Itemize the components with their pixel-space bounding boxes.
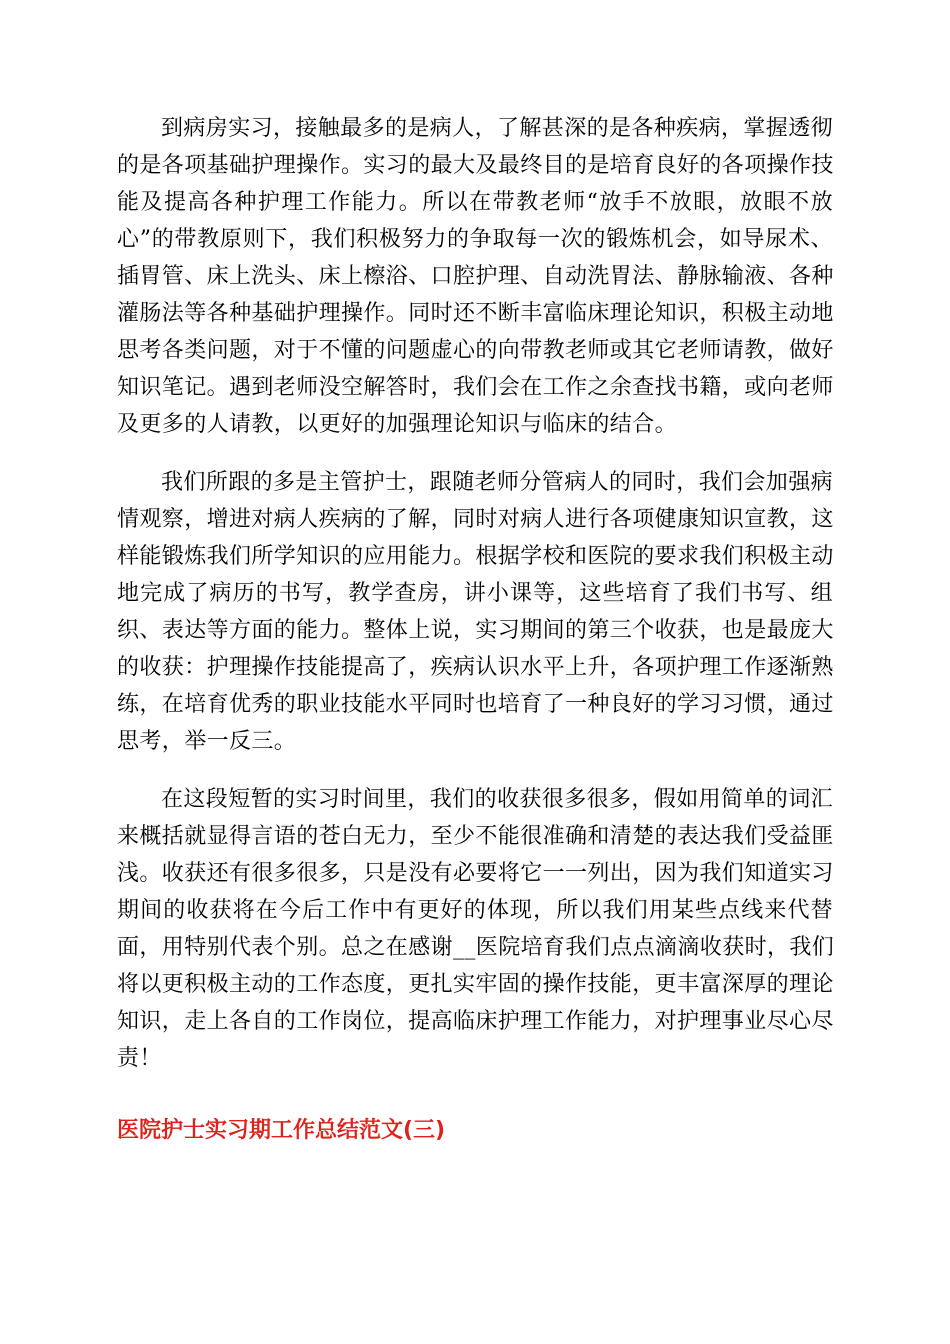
paragraph-line: 知识笔记。遇到老师没空解答时，我们会在工作之余查找书籍，或向老师 <box>117 375 834 400</box>
body-paragraph <box>117 110 833 443</box>
body-paragraph <box>117 464 833 760</box>
paragraph-line: 的是各项基础护理操作。实习的最大及最终目的是培育良好的各项操作技 <box>117 153 834 178</box>
paragraph-line: 知识，走上各自的工作岗位，提高临床护理工作能力，对护理事业尽心尽 <box>117 1009 834 1034</box>
paragraph-line: 插胃管、床上洗头、床上檫浴、口腔护理、自动洗胃法、静脉输液、各种 <box>117 264 834 289</box>
paragraph-line: 的收获：护理操作技能提高了，疾病认识水平上升，各项护理工作逐渐熟 <box>117 655 834 680</box>
paragraph-line: 将以更积极主动的工作态度，更扎实牢固的操作技能，更丰富深厚的理论 <box>117 972 834 997</box>
paragraph-line: 期间的收获将在今后工作中有更好的体现，所以我们用某些点线来代替 <box>117 898 833 923</box>
paragraph-line: 在这段短暂的实习时间里，我们的收获很多很多，假如用简单的词汇 <box>161 787 834 812</box>
paragraph-line: 浅。收获还有很多很多，只是没有必要将它一一列出，因为我们知道实习 <box>117 861 834 886</box>
paragraph-line: 来概括就显得言语的苍白无力，至少不能很准确和清楚的表达我们受益匪 <box>117 824 834 849</box>
paragraph-line: 样能锻炼我们所学知识的应用能力。根据学校和医院的要求我们积极主动 <box>117 544 834 569</box>
paragraph-line: 地完成了病历的书写，教学查房，讲小课等，这些培育了我们书写、组 <box>117 581 833 606</box>
paragraph-line: 灌肠法等各种基础护理操作。同时还不断丰富临床理论知识，积极主动地 <box>117 301 834 326</box>
paragraph-line: 织、表达等方面的能力。整体上说，实习期间的第三个收获，也是最庞大 <box>117 618 834 643</box>
paragraph-line: 责！ <box>117 1046 162 1071</box>
paragraph-line: 思考，举一反三。 <box>117 729 297 754</box>
paragraph-line: 练，在培育优秀的职业技能水平同时也培育了一种良好的学习习惯，通过 <box>117 692 834 717</box>
document-body <box>117 110 833 1098</box>
paragraph-line: 面，用特别代表个别。总之在感谢__医院培育我们点点滴滴收获时，我们 <box>117 935 835 960</box>
paragraph-line: 能及提高各种护理工作能力。所以在带教老师“放手不放眼，放眼不放 <box>117 190 833 215</box>
paragraph-line: 思考各类问题，对于不懂的问题虚心的向带教老师或其它老师请教，做好 <box>117 338 834 363</box>
paragraph-line: 我们所跟的多是主管护士，跟随老师分管病人的同时，我们会加强病 <box>161 470 834 495</box>
body-paragraph <box>117 781 833 1077</box>
section-heading: 医院护士实习期工作总结范文(三) <box>117 1118 446 1143</box>
paragraph-line: 到病房实习，接触最多的是病人，了解甚深的是各种疾病，掌握透彻 <box>161 116 834 141</box>
paragraph-line: 心”的带教原则下，我们积极努力的争取每一次的锻炼机会，如导尿术、 <box>117 227 833 252</box>
paragraph-line: 情观察，增进对病人疾病的了解，同时对病人进行各项健康知识宣教，这 <box>117 507 834 532</box>
paragraph-line: 及更多的人请教，以更好的加强理论知识与临床的结合。 <box>117 412 678 437</box>
